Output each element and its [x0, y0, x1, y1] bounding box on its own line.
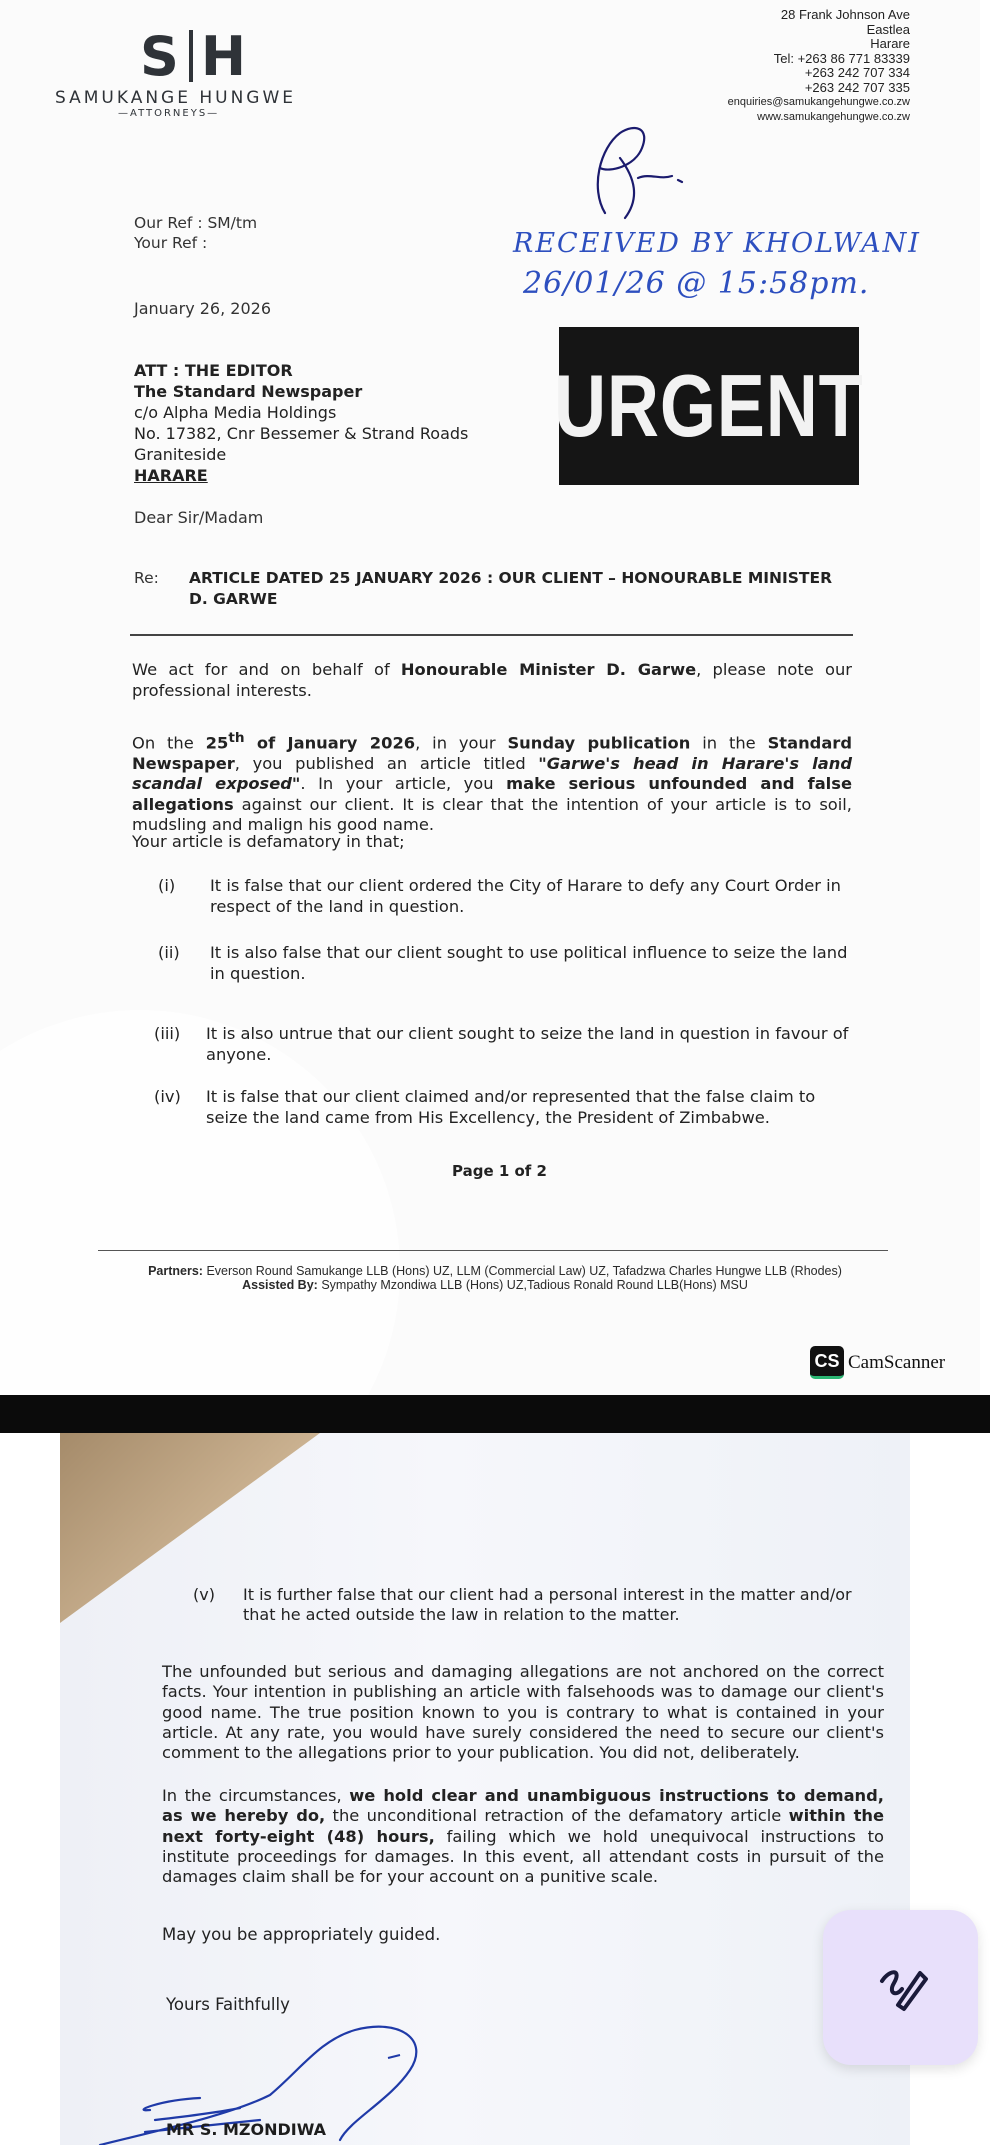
subject-label: Re: [134, 569, 159, 587]
list-item-number: (i) [158, 876, 176, 895]
assisted-names: Sympathy Mzondiwa LLB (Hons) UZ,Tadious Ronald Round LLB(Hons) MSU [321, 1278, 748, 1292]
firm-name: SAMUKANGE HUNGWE [55, 88, 297, 108]
list-item-text: It is false that our client ordered the City of Harare to defy any Court Order in respect of the land in question. [210, 876, 842, 916]
address-tel-3: +263 242 707 335 [804, 79, 910, 95]
camscanner-label: CamScanner [848, 1351, 946, 1373]
subject-underline [130, 634, 853, 636]
list-item-number: (v) [193, 1585, 215, 1604]
demand-deadline: within the next forty-eight (48) hours, [162, 1806, 884, 1846]
recipient-area: Graniteside [134, 445, 227, 464]
received-note-line-1: RECEIVED BY KHOLWANI [513, 228, 921, 259]
pub-text-f: in the [690, 733, 768, 753]
list-item-text: It is also false that our client sought to use political influence to seize the land in question. [210, 943, 848, 983]
firm-logo [140, 24, 249, 88]
camscanner-icon: CS [810, 1346, 844, 1379]
footer-divider [98, 1250, 888, 1251]
camscanner-watermark [810, 1346, 945, 1379]
recipient-address [134, 360, 468, 486]
demand-text-a: In the circumstances, [162, 1786, 350, 1805]
our-ref: Our Ref : SM/tm [134, 214, 258, 232]
firm-address [728, 8, 910, 124]
address-suburb: Eastlea [866, 21, 910, 37]
address-tel-2: +263 242 707 334 [804, 65, 910, 80]
recipient-care-of: c/o Alpha Media Holdings [134, 403, 337, 422]
partners-names: Everson Round Samukange LLB (Hons) UZ, LLM (Commercial Law) UZ, Tafadzwa Charles Hungwe LLB (Rhodes) [206, 1264, 842, 1278]
publication-paragraph [132, 728, 852, 836]
assisted-label: Assisted By: [242, 1278, 318, 1292]
references [134, 213, 257, 253]
logo-letter-s: S [140, 24, 181, 88]
address-street: 28 Frank Johnson Ave [780, 7, 910, 22]
pub-text-d: , in your [415, 733, 508, 753]
defamatory-intro: Your article is defamatory in that; [132, 832, 405, 851]
recipient-city: HARARE [134, 466, 208, 485]
pub-allegations: make serious unfounded and false allegations [132, 774, 852, 814]
logo-letter-h: H [200, 24, 249, 88]
edit-pen-button[interactable] [823, 1910, 978, 2065]
recipient-street: No. 17382, Cnr Bessemer & Strand Roads [134, 424, 469, 443]
signatory-name: MR S. MZONDIWA [166, 2120, 327, 2139]
partners-label: Partners: [148, 1264, 203, 1278]
salutation: Dear Sir/Madam [134, 508, 264, 527]
demand-text-e: failing which we hold unequivocal instructions to institute proceedings for damages. In this event, all attendant costs in pursuit of the damages claim shall be for your account on a punitive scale. [162, 1826, 884, 1887]
intro-paragraph [132, 660, 852, 701]
intro-client-name: Honourable Minister D. Garwe [400, 660, 697, 679]
initials-signature [580, 118, 710, 228]
pub-standard: Standard Newspaper [132, 733, 852, 773]
address-website: www.samukangehungwe.co.zw [757, 110, 910, 123]
urgent-stamp-text: URGENT [554, 356, 864, 455]
pub-text-h: , you published an article titled [234, 753, 539, 773]
pub-day: 25 [205, 733, 229, 753]
unfounded-paragraph: The unfounded but serious and damaging allegations are not anchored on the correct facts. Your intention in publishing an article with falsehoods was to damage our client's good name. The true position known to you is contrary to what is contained in your article. At any rate, you would have surely considered the need to secure our client's comment to the allegations prior to your publication. You did not, deliberately. [162, 1662, 884, 1763]
recipient-att: ATT : THE EDITOR [134, 361, 293, 380]
list-item-text: It is also untrue that our client sought to seize the land in question in favour of anyone. [206, 1024, 849, 1064]
intro-text-c: , please note our professional interests. [132, 660, 852, 700]
firm-subtitle: —ATTORNEYS— [118, 108, 220, 119]
list-item-text: It is false that our client claimed and/or represented that the false claim to seize the land came from His Excellency, the President of Zimbabwe. [206, 1087, 816, 1127]
pub-text-j: . In your article, you [300, 774, 507, 794]
recipient-paper: The Standard Newspaper [134, 382, 363, 401]
guided-line: May you be appropriately guided. [162, 1925, 441, 1944]
subject-text: ARTICLE DATED 25 JANUARY 2026 : OUR CLIENT – HONOURABLE MINISTER D. GARWE [189, 569, 833, 608]
footer-partners [100, 1264, 890, 1292]
list-item-number: (ii) [158, 943, 180, 962]
page-separator [0, 1395, 990, 1433]
page-number: Page 1 of 2 [452, 1162, 547, 1180]
letter-date: January 26, 2026 [134, 299, 271, 318]
address-tel-1: Tel: +263 86 771 83339 [773, 50, 910, 66]
list-item-text: It is further false that our client had a personal interest in the matter and/or that he acted outside the law in relation to the matter. [243, 1585, 852, 1624]
demand-text-c: the unconditional retraction of the defamatory article [325, 1806, 789, 1826]
pub-month-year: of January 2026 [244, 733, 416, 753]
pub-text-a: On the [132, 733, 206, 753]
intro-text-a: We act for and on behalf of [132, 660, 401, 679]
address-city: Harare [870, 36, 910, 51]
urgent-stamp [554, 327, 864, 485]
demand-paragraph [162, 1786, 884, 1887]
demand-instructions: we hold clear and unambiguous instructions to demand, as we hereby do, [162, 1786, 884, 1826]
logo-divider [189, 30, 193, 82]
closing-line: Yours Faithfully [166, 1995, 290, 2014]
pub-day-suffix: th [228, 730, 245, 746]
list-item-number: (iv) [154, 1087, 181, 1106]
pen-icon [872, 1959, 930, 2017]
pub-text-l: against our client. It is clear that the intention of your article is to soil, mudsling and malign his good name. [132, 794, 852, 835]
received-note-line-2: 26/01/26 @ 15:58pm. [523, 266, 870, 301]
pub-sunday: Sunday publication [507, 733, 691, 753]
your-ref: Your Ref : [134, 234, 208, 252]
address-email: enquiries@samukangehungwe.co.zw [727, 96, 910, 108]
pub-article-title: "Garwe's head in Harare's land scandal exposed" [132, 753, 852, 794]
list-item-number: (iii) [154, 1024, 181, 1043]
page-shadow [0, 1010, 400, 1395]
